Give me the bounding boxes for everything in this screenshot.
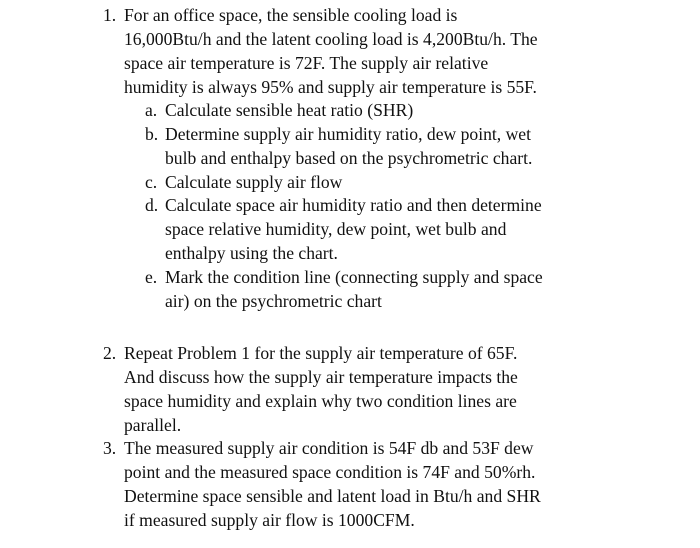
problem-number: 1. [103, 5, 117, 25]
sub-question-label: b. [145, 124, 159, 144]
problem-text-line: space humidity and explain why two condition lines are [124, 391, 517, 411]
sub-question-label: a. [145, 100, 158, 120]
problem-text-line: Repeat Problem 1 for the supply air temperature of 65F. [124, 343, 518, 363]
problem-text-line: 16,000Btu/h and the latent cooling load is 4,200Btu/h. The [124, 29, 538, 49]
sub-question-text-line: space relative humidity, dew point, wet bulb and [165, 219, 507, 239]
problem-text-line: The measured supply air condition is 54F db and 53F dew [124, 438, 534, 458]
problem-text-line: For an office space, the sensible cooling load is [124, 5, 458, 25]
sub-question-text-line: enthalpy using the chart. [165, 243, 338, 263]
problem-text-line: if measured supply air flow is 1000CFM. [124, 510, 415, 530]
problem-text-line: Determine space sensible and latent load in Btu/h and SHR [124, 486, 541, 506]
problem-text-line: And discuss how the supply air temperature impacts the [124, 367, 518, 387]
sub-question-text-line: bulb and enthalpy based on the psychrometric chart. [165, 148, 533, 168]
problem-number: 3. [103, 438, 117, 458]
problem-text-line: space air temperature is 72F. The supply air relative [124, 53, 489, 73]
sub-question-text-line: Calculate supply air flow [165, 172, 343, 192]
sub-question-label: e. [145, 267, 158, 287]
sub-question-label: c. [145, 172, 158, 192]
problem-text-line: point and the measured space condition is 74F and 50%rh. [124, 462, 536, 482]
problem-number: 2. [103, 343, 117, 363]
problem-text-line: humidity is always 95% and supply air temperature is 55F. [124, 77, 537, 97]
problem-text-line: parallel. [124, 415, 182, 435]
sub-question-label: d. [145, 195, 159, 215]
sub-question-text-line: Calculate space air humidity ratio and then determine [165, 195, 542, 215]
sub-question-text-line: Mark the condition line (connecting supply and space [165, 267, 543, 287]
sub-question-text-line: Determine supply air humidity ratio, dew point, wet [165, 124, 531, 144]
sub-question-text-line: air) on the psychrometric chart [165, 291, 382, 311]
sub-question-text-line: Calculate sensible heat ratio (SHR) [165, 100, 414, 120]
